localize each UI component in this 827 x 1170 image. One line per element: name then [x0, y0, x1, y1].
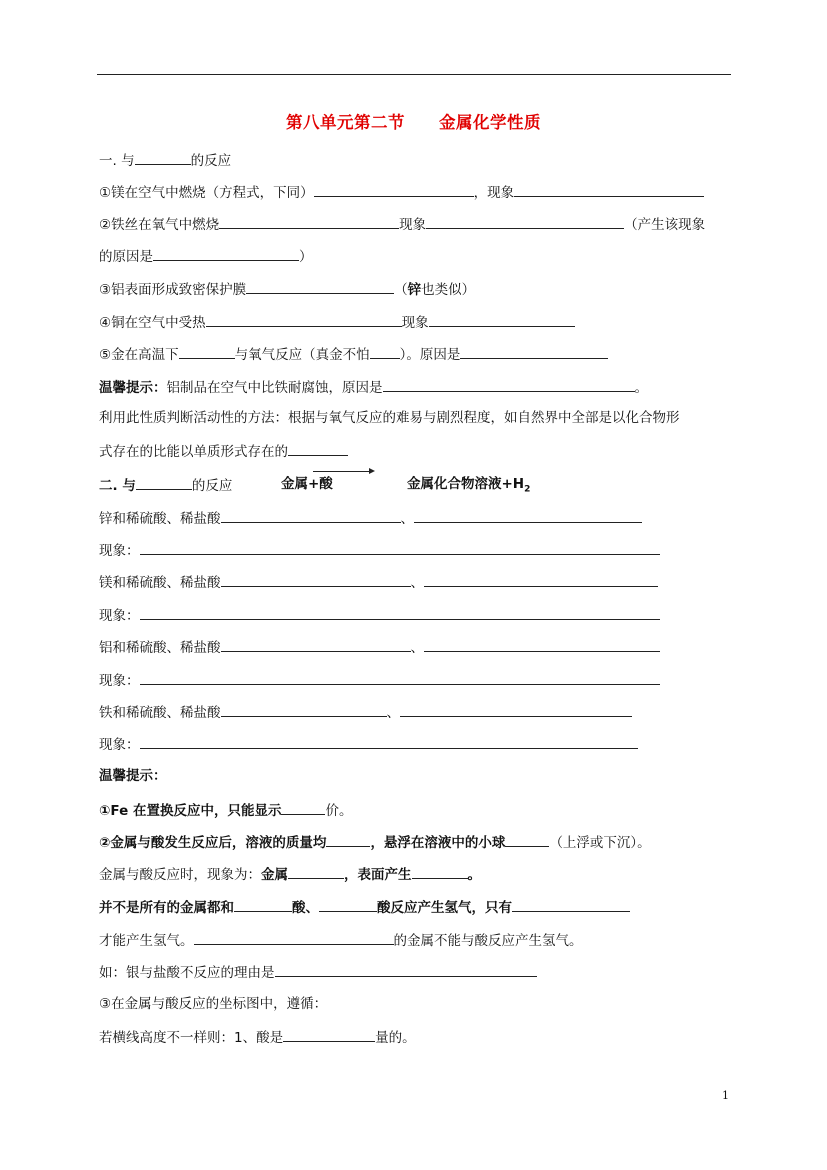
- blank-field[interactable]: [370, 344, 400, 359]
- question-fe-reason: 的原因是 ）: [99, 246, 313, 266]
- tip-not-all-metals: 并不是所有的金属都和 酸、 酸反应产生氢气，只有: [99, 897, 630, 917]
- paragraph-line: 式存在的比能以单质形式存在的: [99, 441, 348, 461]
- blank-field[interactable]: [429, 312, 575, 327]
- blank-field[interactable]: [206, 312, 402, 327]
- tip-label: 温馨提示：: [99, 768, 167, 784]
- blank-field[interactable]: [179, 344, 235, 359]
- blank-field[interactable]: [424, 637, 660, 652]
- blank-field[interactable]: [140, 670, 660, 685]
- blank-field[interactable]: [314, 182, 474, 197]
- list-item: 现象：: [99, 670, 660, 690]
- blank-field[interactable]: [140, 540, 660, 555]
- blank-field[interactable]: [221, 637, 411, 652]
- blank-field[interactable]: [383, 377, 635, 392]
- blank-field[interactable]: [326, 832, 370, 847]
- blank-field[interactable]: [194, 930, 394, 945]
- blank-field[interactable]: [135, 150, 191, 165]
- blank-field[interactable]: [514, 182, 704, 197]
- tip-al: 温馨提示：铝制品在空气中比铁耐腐蚀，原因是 。: [99, 377, 648, 397]
- question-al: ③铝表面形成致密保护膜 （锌也类似）: [99, 279, 475, 299]
- equation-left: 金属+酸: [281, 476, 333, 492]
- blank-field[interactable]: [412, 864, 468, 879]
- list-item: 锌和稀硫酸、稀盐酸 、: [99, 508, 642, 528]
- question-fe: ②铁丝在氧气中燃烧 现象 （产生该现象: [99, 214, 705, 234]
- blank-field[interactable]: [424, 572, 658, 587]
- page-title: [0, 109, 827, 133]
- title-section: 第八单元第二节: [286, 113, 405, 132]
- blank-field[interactable]: [140, 605, 660, 620]
- blank-field[interactable]: [505, 832, 549, 847]
- blank-field[interactable]: [460, 344, 608, 359]
- tip-phenomenon: 金属与酸反应时，现象为：金属 ，表面产生 。: [99, 864, 481, 884]
- question-mg: ①镁在空气中燃烧（方程式，下同） ，现象: [99, 182, 704, 202]
- section1-heading: 一. 与 的反应: [99, 150, 231, 170]
- blank-field[interactable]: [219, 214, 399, 229]
- blank-field[interactable]: [283, 1027, 375, 1042]
- blank-field[interactable]: [136, 475, 192, 490]
- tip-acid-amount: 若横线高度不一样则：1、酸是 量的。: [99, 1027, 416, 1047]
- tip-solution-mass: ②金属与酸发生反应后，溶液的质量均 ，悬浮在溶液中的小球 （上浮或下沉）。: [99, 832, 651, 852]
- blank-field[interactable]: [400, 702, 632, 717]
- blank-field[interactable]: [414, 508, 642, 523]
- blank-field[interactable]: [221, 572, 411, 587]
- equation-right: 金属化合物溶液$+H_2$: [407, 476, 531, 495]
- blank-field[interactable]: [234, 897, 292, 912]
- tip-graph: ③在金属与酸反应的坐标图中，遵循：: [99, 996, 328, 1012]
- question-cu: ④铜在空气中受热 现象: [99, 312, 575, 332]
- list-item: 铝和稀硫酸、稀盐酸 、: [99, 637, 660, 657]
- blank-field[interactable]: [246, 279, 394, 294]
- tip-fe-valence: ①Fe 在置换反应中，只能显示 价。: [99, 800, 352, 820]
- blank-field[interactable]: [512, 897, 630, 912]
- title-topic: 金属化学性质: [439, 113, 541, 132]
- blank-field[interactable]: [288, 864, 344, 879]
- list-item: 现象：: [99, 540, 660, 560]
- header-rule: [97, 74, 731, 75]
- section2-heading: 二. 与 的反应: [99, 475, 232, 495]
- blank-field[interactable]: [426, 214, 624, 229]
- list-item: 镁和稀硫酸、稀盐酸 、: [99, 572, 658, 592]
- paragraph-line: 利用此性质判断活动性的方法：根据与氧气反应的难易与剧烈程度，如自然界中全部是以化合物形: [99, 410, 680, 426]
- blank-field[interactable]: [275, 962, 537, 977]
- blank-field[interactable]: [140, 734, 638, 749]
- list-item: 现象：: [99, 605, 660, 625]
- page-number: 1: [722, 1089, 729, 1102]
- list-item: 现象：: [99, 734, 638, 754]
- blank-field[interactable]: [281, 800, 325, 815]
- question-au: ⑤金在高温下 与氧气反应（真金不怕 ）。原因是: [99, 344, 608, 364]
- blank-field[interactable]: [319, 897, 377, 912]
- list-item: 铁和稀硫酸、稀盐酸 、: [99, 702, 632, 722]
- tip-hydrogen: 才能产生氢气。 的金属不能与酸反应产生氢气。: [99, 930, 583, 950]
- blank-field[interactable]: [221, 702, 387, 717]
- blank-field[interactable]: [153, 246, 299, 261]
- arrow-icon: [313, 471, 373, 472]
- blank-field[interactable]: [221, 508, 401, 523]
- tip-silver: 如：银与盐酸不反应的理由是: [99, 962, 537, 982]
- blank-field[interactable]: [288, 441, 348, 456]
